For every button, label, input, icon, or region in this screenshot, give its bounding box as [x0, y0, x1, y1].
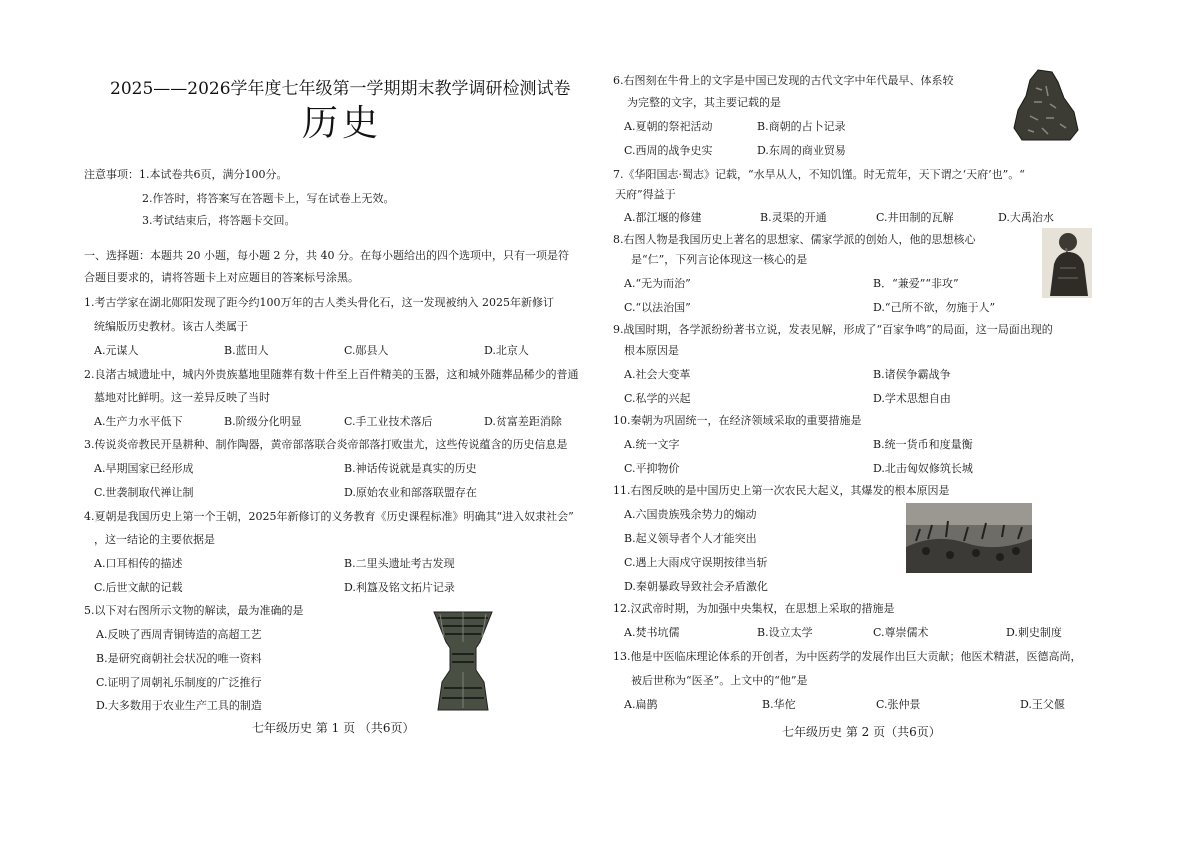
footer-page-2: 七年级历史 第 2 页（共6页）: [782, 725, 941, 739]
q9-stem-2: 根本原因是: [624, 344, 679, 357]
q13-option-b: B.华佗: [762, 698, 796, 711]
q13-stem-2: 被后世称为“医圣”。上文中的“他”是: [631, 674, 808, 687]
q1-option-d: D.北京人: [484, 344, 529, 357]
q2-option-c: C.手工业技术落后: [344, 415, 433, 428]
q7-stem-2: 天府”得益于: [615, 188, 676, 201]
q13-option-d: D.王父偃: [1020, 698, 1065, 711]
q4-option-c: C.后世文献的记载: [94, 581, 183, 594]
q8-option-b: B．“兼爱”“非攻”: [873, 277, 959, 290]
notice-line-2: 2.作答时，将答案写在答题卡上，写在试卷上无效。: [142, 192, 395, 205]
q7-stem-1: 7.《华阳国志·蜀志》记载，“水旱从人，不知饥馑。时无荒年，天下谓之‘天府’也”。“: [613, 168, 1025, 181]
q3-stem-1: 3.传说炎帝教民开垦耕种、制作陶器，黄帝部落联合炎帝部落打败蚩尤，这些传说蕴含的历史信息是: [84, 438, 568, 451]
oracle-bone-image: [1012, 68, 1080, 142]
q4-option-a: A.口耳相传的描述: [94, 557, 183, 570]
q3-option-d: D.原始农业和部落联盟存在: [344, 486, 477, 499]
notice-line-3: 3.考试结束后，将答题卡交回。: [142, 214, 296, 227]
q7-option-c: C.井田制的瓦解: [876, 211, 954, 224]
q9-stem-1: 9.战国时期，各学派纷纷著书立说，发表见解，形成了“百家争鸣”的局面，这一局面出现的: [613, 323, 1053, 336]
q11-option-d: D.秦朝暴政导致社会矛盾激化: [624, 580, 768, 593]
q11-option-c: C.遇上大雨戍守误期按律当斩: [624, 556, 768, 569]
peasant-uprising-image: [906, 503, 1032, 573]
q12-option-b: B.设立太学: [757, 626, 813, 639]
q9-option-b: B.诸侯争霸战争: [873, 368, 951, 381]
q9-option-c: C.私学的兴起: [624, 392, 691, 405]
q10-option-d: D.北击匈奴修筑长城: [873, 462, 973, 475]
q2-option-d: D.贫富差距消除: [484, 415, 562, 428]
q6-option-c: C.西周的战争史实: [624, 144, 713, 157]
q1-stem-1: 1.考古学家在湖北郧阳发现了距今约100万年的古人类头骨化石，这一发现被纳入 2025年新修订: [84, 296, 554, 309]
q2-stem-1: 2.良渚古城遗址中，城内外贵族墓地里随葬有数十件至上百件精美的玉器，这和城外随葬品稀少的普通: [84, 368, 579, 381]
q8-option-a: A.“无为而治”: [624, 277, 691, 290]
exam-title: 2025——2026学年度七年级第一学期期末教学调研检测试卷: [110, 79, 571, 99]
notice-line-1: 注意事项：1.本试卷共6页，满分100分。: [84, 168, 288, 181]
q10-option-a: A.统一文字: [624, 438, 680, 451]
q13-option-c: C.张仲景: [876, 698, 921, 711]
q1-option-c: C.郧县人: [344, 344, 389, 357]
q11-option-a: A.六国贵族残余势力的煽动: [624, 508, 757, 521]
q11-stem-1: 11.右图反映的是中国历史上第一次农民大起义，其爆发的根本原因是: [613, 484, 950, 497]
q3-option-c: C.世袭制取代禅让制: [94, 486, 194, 499]
subject-title: 历史: [302, 103, 383, 144]
q13-option-a: A.扁鹊: [624, 698, 658, 711]
confucius-portrait-image: [1042, 228, 1092, 298]
q8-option-d: D.“己所不欲，勿施于人”: [873, 301, 996, 314]
section-instructions-2: 合题目要求的，请将答题卡上对应题目的答案标号涂黑。: [84, 271, 359, 284]
q2-stem-2: 墓地对比鲜明。这一差异反映了当时: [94, 391, 270, 404]
section-instructions-1: 一、选择题：本题共 20 小题，每小题 2 分，共 40 分。在每小题给出的四个选项中，只有一项是符: [84, 249, 569, 262]
q2-option-a: A.生产力水平低下: [94, 415, 183, 428]
q12-option-a: A.焚书坑儒: [624, 626, 680, 639]
q7-option-b: B.灵渠的开通: [760, 211, 827, 224]
q7-option-a: A.都江堰的修建: [624, 211, 702, 224]
q13-stem-1: 13.他是中医临床理论体系的开创者，为中医药学的发展作出巨大贡献；他医术精湛，医德高尚，: [613, 650, 1082, 663]
q4-stem-1: 4.夏朝是我国历史上第一个王朝，2025年新修订的义务教育《历史课程标准》明确其“进入奴隶社会”: [84, 510, 574, 523]
q6-stem-1: 6.右图刻在牛骨上的文字是中国已发现的古代文字中年代最早、体系较: [613, 74, 954, 87]
q1-stem-2: 统编版历史教材。该古人类属于: [94, 320, 248, 333]
q3-option-b: B.神话传说就是真实的历史: [344, 462, 477, 475]
q1-option-a: A.元谋人: [94, 344, 139, 357]
q9-option-a: A.社会大变革: [624, 368, 691, 381]
bronze-vessel-image: [430, 608, 496, 712]
q5-option-d: D.大多数用于农业生产工具的制造: [96, 699, 262, 712]
q5-option-c: C.证明了周朝礼乐制度的广泛推行: [96, 676, 262, 689]
q9-option-d: D.学术思想自由: [873, 392, 951, 405]
q12-stem-1: 12.汉武帝时期，为加强中央集权，在思想上采取的措施是: [613, 602, 895, 615]
q5-option-b: B.是研究商朝社会状况的唯一资料: [96, 652, 262, 665]
q10-stem-1: 10.秦朝为巩固统一，在经济领域采取的重要措施是: [613, 414, 862, 427]
q12-option-c: C.尊崇儒术: [873, 626, 929, 639]
q5-option-a: A.反映了西周青铜铸造的高超工艺: [96, 628, 262, 641]
q4-option-d: D.利簋及铭文拓片记录: [344, 581, 455, 594]
q1-option-b: B.蓝田人: [224, 344, 269, 357]
q12-option-d: D.刺史制度: [1006, 626, 1062, 639]
footer-page-1: 七年级历史 第 1 页 （共6页）: [252, 721, 415, 735]
q6-option-d: D.东周的商业贸易: [757, 144, 846, 157]
q11-option-b: B.起义领导者个人才能突出: [624, 532, 757, 545]
q8-stem-2: 是“仁”，下列言论体现这一核心的是: [631, 253, 808, 266]
q4-option-b: B.二里头遗址考古发现: [344, 557, 455, 570]
q6-stem-2: 为完整的文字，其主要记载的是: [627, 96, 781, 109]
q4-stem-2: ，这一结论的主要依据是: [94, 533, 215, 546]
q3-option-a: A.早期国家已经形成: [94, 462, 194, 475]
q6-option-a: A.夏朝的祭祀活动: [624, 120, 713, 133]
q8-stem-1: 8.右图人物是我国历史上著名的思想家、儒家学派的创始人，他的思想核心: [613, 233, 976, 246]
q5-stem-1: 5.以下对右图所示文物的解读，最为准确的是: [84, 604, 304, 617]
q10-option-b: B.统一货币和度量衡: [873, 438, 973, 451]
q2-option-b: B.阶级分化明显: [224, 415, 302, 428]
q7-option-d: D.大禹治水: [998, 211, 1054, 224]
q10-option-c: C.平抑物价: [624, 462, 680, 475]
q6-option-b: B.商朝的占卜记录: [757, 120, 846, 133]
q8-option-c: C.“以法治国”: [624, 301, 691, 314]
